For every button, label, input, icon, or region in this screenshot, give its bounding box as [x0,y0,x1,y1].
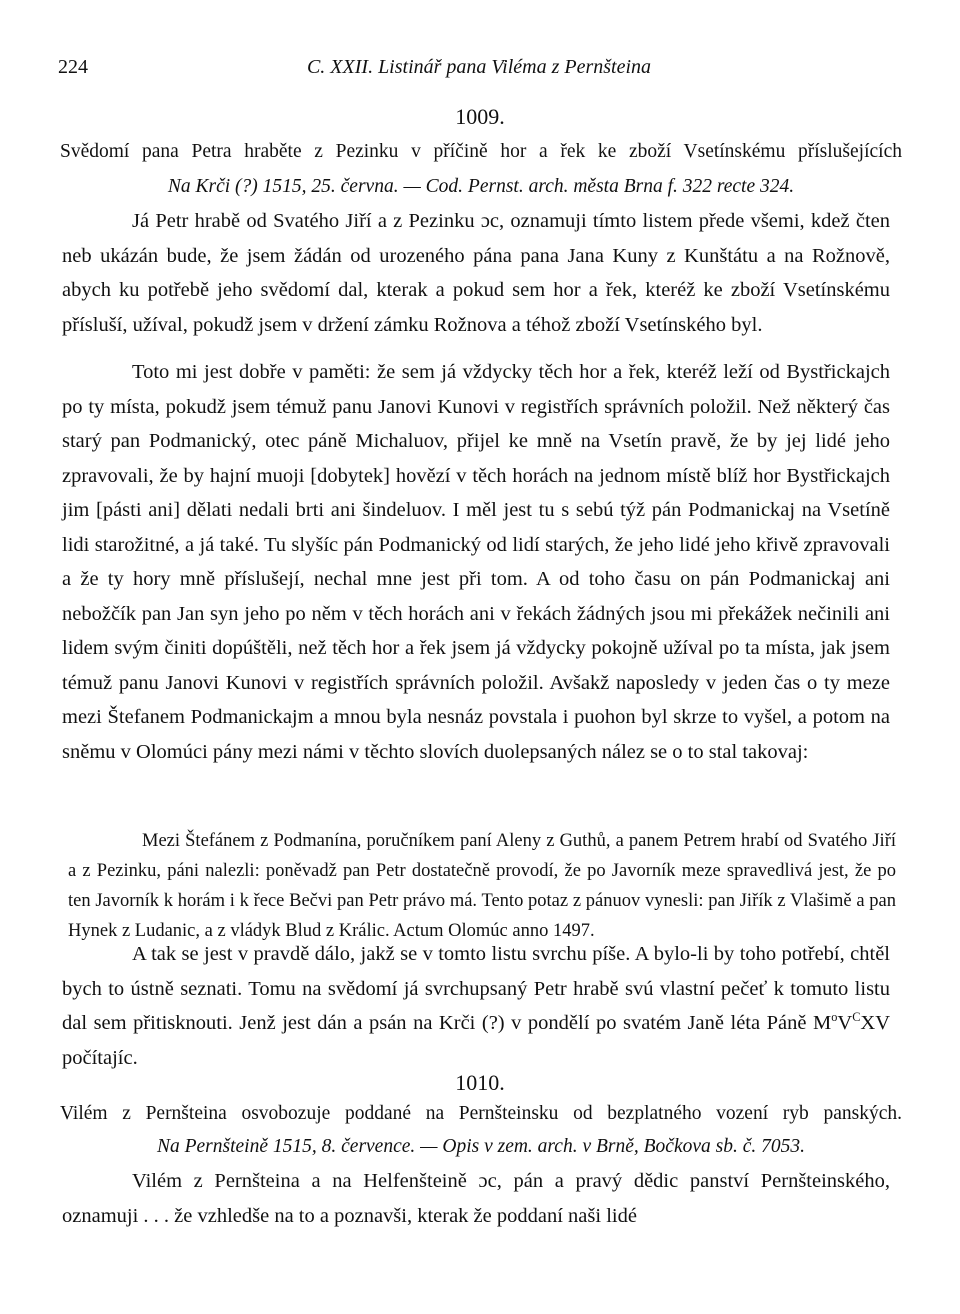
paragraph-1010-1: Vilém z Pernšteina a na Helfenšteině ɔc, pán a pravý dědic panství Pernšteinského, oznamuji . . . že vzhledše na to a poznavši, kterak že poddaní naši lidé [62,1170,890,1227]
paragraph-1009-2: Toto mi jest dobře v paměti: že sem já vždycky těch hor a řek, kteréž leží od Bystřickajch po ty místa, pokudž jsem témuž panu Janovi Kunovi v registřích správních položil. Než některý čas starý pan Podmanický, otec páně Michaluov, přijel ke mně na Vsetín pravě, že by jej lidé jeho zpravovali, že by hajní muoji [dobytek] hovězí v těch horách na jednom místě blíž hor Bystřickajch jim [pásti ani] dělati nedali brti ani šindeluov. I měl jest tu s sebú týž pán Podmanickaj na Vsetíně lidi starožitné, a já také. Tu slyšíc pán Podmanický od lidí starých, že jeho lidé jeho křivě zpravovali a že ty hory mně příslušejí, nechal mne jest při tom. A od toho času on pán Podmanickaj ani nebožčík pan Jan syn jeho po něm v těch horách ani v řekách žádných jsou mi překážek nečinili ani lidem svým činiti dopúštěli, než těch hor a řek jsem já vždycky pokojně užíval po ta místa, jak jsem témuž panu Janovi Kunovi v registřích správních položil. Avšakž naposledy v jeden čas o ty meze mezi Štefanem Podmanickajm a mnou byla nesnáz povstala i puohon byl skrze to vyšel, a potom na sněmu v Olomúci pány mezi námi v těchto slovích duolepsaných nález se o to stal takovaj: [62,361,890,763]
document-source-1010: Na Pernšteině 1515, 8. července. — Opis v zem. arch. v Brně, Bočkova sb. č. 7053. [156,1136,806,1157]
date-superscript-o: o [831,1010,838,1025]
paragraph-1009-3-text: A tak se jest v pravdě dálo, jakž se v tomto listu svrchu píše. A bylo-li by toho potřebí, chtěl bych to ústně seznati. Tomu na svědomí já svrchupsaný Petr hrabě svú vlastní pečeť k tomuto listu dal sem přitisknouti. Jenž jest dán a psán na Krči (?) v pondělí po svatém Janě léta Páně M [62,943,890,1034]
date-superscript-c: C [852,1010,861,1025]
running-head [58,56,900,84]
date-roman-v: V [837,1012,853,1034]
paragraph-1009-3 [62,937,890,1075]
date-roman-xv: XV počítajíc. [62,1012,890,1069]
document-source-1009: Na Krči (?) 1515, 25. června. — Cod. Pernst. arch. města Brna f. 322 recte 324. [167,176,795,197]
quoted-verdict: Mezi Štefánem z Podmanína, poručníkem paní Aleny z Guthů, a panem Petrem hrabí od Svatého Jiří a z Pezinku, páni nalezli: poněvadž pan Petr dostatečně provodí, že po Javorník meze spravedlivá jest, že po ten Javorník k horám i k řece Bečvi pan Petr právo má. Tento potaz z pánuov vynesli: pan Jiřík z Vlašimě a pan Hynek z Ludanic, a z vládyk Blud z Králic. Actum Olomúc anno 1497. [68,831,896,941]
document-number-1009: 1009. [455,104,505,129]
paragraph-1009-1: Já Petr hrabě od Svatého Jiří a z Pezinku ɔc, oznamuji tímto listem přede všemi, kdež čten neb ukázán bude, že jsem žádán od urozeného pána pana Jana Kuny z Kunštátu a na Rožnově, abych ku potřebě jeho svědomí dal, kterak a pokud sem hor a řek, kteréž ke zboží Vsetínskému přísluší, užíval, pokudž jsem v držení zámku Rožnova a téhož zboží Vsetínského byl. [62,210,890,336]
document-heading-1010: Vilém z Pernšteina osvobozuje poddané na Pernšteinsku od bezplatného vození ryb panských. [60,1103,902,1124]
document-number-1010: 1010. [455,1070,505,1095]
page-number: 224 [58,56,88,78]
document-heading-1009: Svědomí pana Petra hraběte z Pezinku v příčině hor a řek ke zboží Vsetínskému příslušejících [60,141,902,162]
running-title: C. XXII. Listinář pana Viléma z Pernšteina [306,56,652,78]
